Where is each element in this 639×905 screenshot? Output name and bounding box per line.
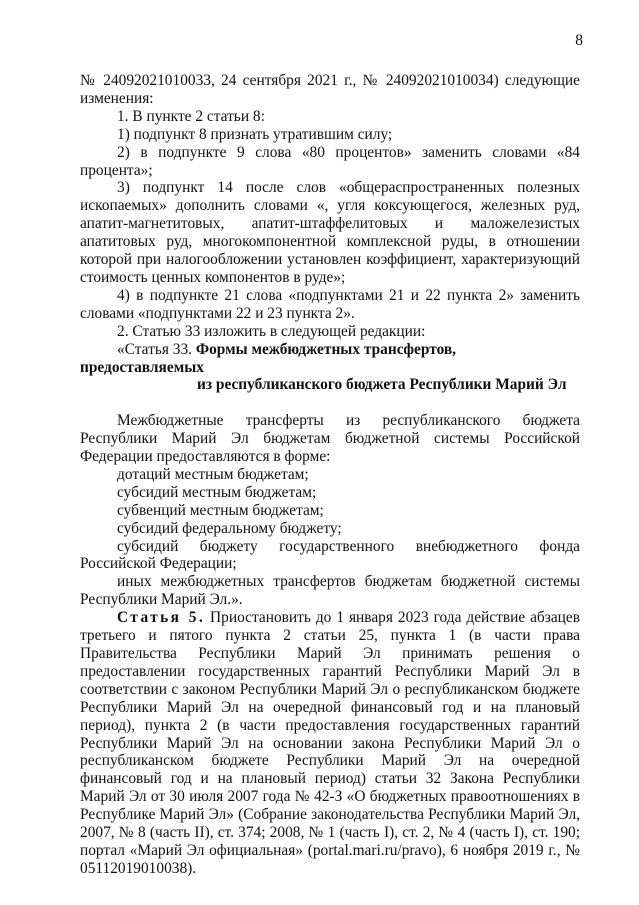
transfer-form-item: субсидий федеральному бюджету;	[117, 519, 342, 537]
article-5-text: Приостановить до 1 января 2023 года действие абзацев третьего и пятого пункта 2 статьи 25, пункта 1 (в части права Правительства Республики Марий Эл принимать решения о предоставлении государственных гарантий Республики Марий Эл в соответствии с законом Республики Марий Эл о республиканском бюджете Республики Марий Эл на очередной финансовый год и на плановый период), пункта 2 (в части предоставления государственных гарантий Республики Марий Эл на основании закона Республики Марий Эл о республиканском бюджете Республики Марий Эл на очередной финансовый год и на плановый период) статьи 32 Закона Республики Марий Эл от 30 июля 2007 года № 42-З «О бюджетных правоотношениях в Республике Марий Эл» (Собрание законодательства Республики Марий Эл, 2007, № 8 (часть II), ст. 374; 2008, № 1 (часть I), ст. 2, № 4 (часть I), ст. 190; портал «Марий Эл официальная» (portal.mari.ru/pravo), 6 ноября 2019 г., № 05112019010038).	[80, 609, 581, 877]
article-5-paragraph	[80, 609, 580, 878]
transfer-form-item: субвенций местным бюджетам;	[117, 501, 324, 519]
article-33-title-line-2: из республиканского бюджета Республики Марий Эл	[197, 376, 567, 394]
paragraph-item-1: 1. В пункте 2 статьи 8:	[117, 107, 265, 125]
paragraph-subitem-1: 1) подпункт 8 признать утратившим силу;	[117, 125, 393, 143]
paragraph-item-2: 2. Статью 33 изложить в следующей редакции:	[117, 322, 426, 340]
paragraph-continuation: № 24092021010033, 24 сентября 2021 г., № 24092021010034) следующие изменения:	[80, 72, 580, 107]
paragraph-subitem-4: 4) в подпункте 21 слова «подпунктами 21 и 22 пункта 2» заменить словами «подпунктами 22 и 23 пункта 2».	[80, 286, 580, 322]
transfer-form-item: субсидий бюджету государственного внебюджетного фонда Российской Федерации;	[80, 537, 580, 573]
transfers-intro: Межбюджетные трансферты из республиканского бюджета Республики Марий Эл бюджетам бюджетной системы Российской Федерации предоставляются в форме:	[80, 412, 580, 466]
transfer-form-item: иных межбюджетных трансфертов бюджетам бюджетной системы Республики Марий Эл.».	[80, 573, 580, 609]
article-33-heading	[80, 341, 580, 395]
paragraph-subitem-3: 3) подпункт 14 после слов «общераспространенных полезных ископаемых» дополнить словами «, угля коксующегося, железных руд, апатит-магнетитовых, апатит-штаффелитовых и маложелезистых апатитовых руд, многокомпонентной комплексной руды, в отношении которой при налогообложении установлен коэффициент, характеризующий стоимость ценных компонентов в руде»;	[80, 179, 580, 286]
paragraph-subitem-2: 2) в подпункте 9 слова «80 процентов» заменить словами «84 процента»;	[80, 143, 580, 179]
spacer	[80, 394, 580, 412]
article-33-label: «Статья 33.	[117, 340, 193, 358]
article-33-title-line-1: Формы межбюджетных трансфертов, предоставляемых	[80, 340, 457, 376]
article-5-label: Статья 5.	[117, 609, 206, 627]
document-body	[80, 72, 580, 878]
transfer-form-item: субсидий местным бюджетам;	[117, 483, 317, 501]
page-number: 8	[575, 32, 583, 49]
transfer-form-item: дотаций местным бюджетам;	[117, 465, 309, 483]
